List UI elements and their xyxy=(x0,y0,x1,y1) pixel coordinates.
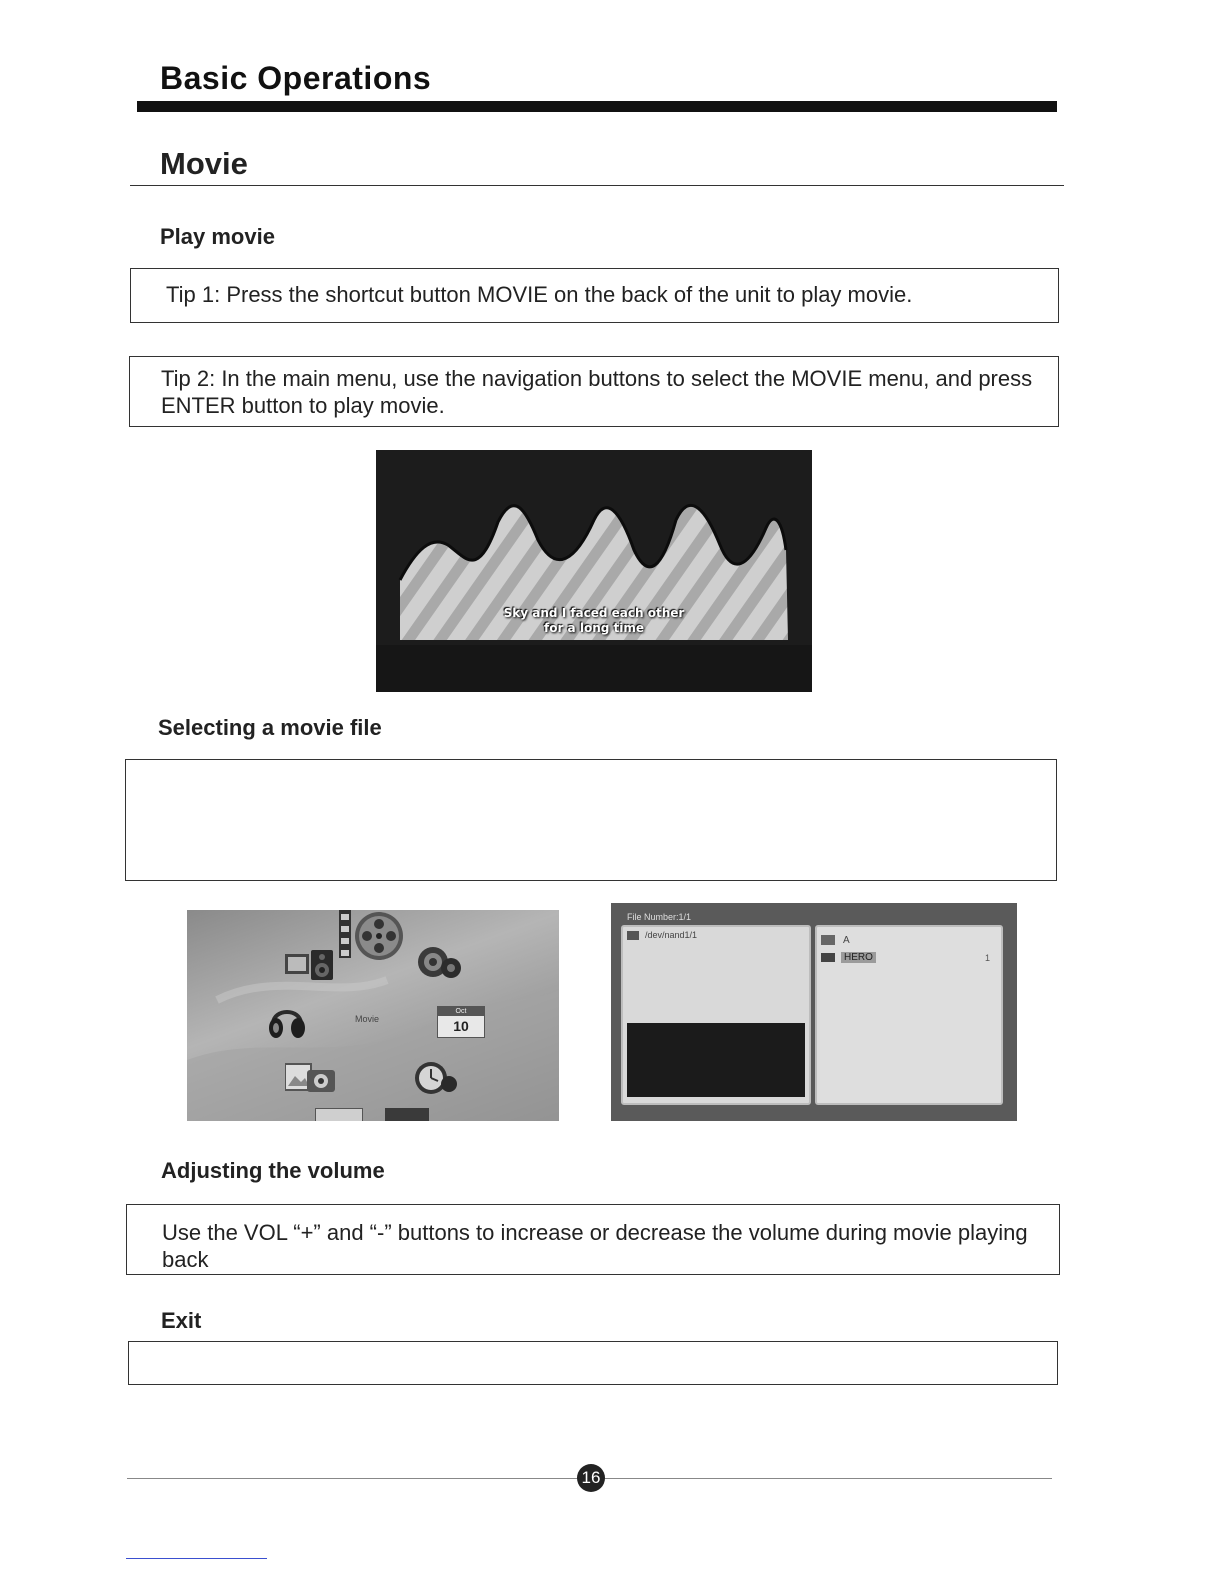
bottom-link-underline xyxy=(126,1558,267,1559)
current-path: /dev/nand1/1 xyxy=(645,930,698,940)
file-list-item-folder[interactable]: A xyxy=(843,935,850,946)
bottom-app-icon-1[interactable] xyxy=(315,1108,363,1121)
movie-playback-screenshot xyxy=(376,450,812,692)
tip1-box xyxy=(130,268,1059,323)
folder-icon xyxy=(821,935,835,945)
usb-drive-icon xyxy=(627,931,639,940)
selecting-movie-box xyxy=(125,759,1057,881)
headphones-icon[interactable] xyxy=(267,1002,307,1040)
page-number: 16 xyxy=(577,1464,605,1492)
volume-text: Use the VOL “+” and “-” buttons to increase or decrease the volume during movie playing back xyxy=(162,1220,1028,1272)
movie-frame-graphic xyxy=(376,450,812,692)
volume-box xyxy=(126,1204,1060,1275)
movie-subtitle xyxy=(376,606,812,636)
file-list-panel xyxy=(815,925,1003,1105)
volume-heading: Adjusting the volume xyxy=(161,1158,385,1183)
subtitle-line-1: Sky and I faced each other xyxy=(503,606,685,620)
tip2-text: Tip 2: In the main menu, use the navigation buttons to select the MOVIE menu, and press ENTER button to play movie. xyxy=(161,366,1033,418)
file-number-label: File Number:1/1 xyxy=(627,912,692,922)
exit-box xyxy=(128,1341,1058,1385)
tip1-text: Tip 1: Press the shortcut button MOVIE on the back of the unit to play movie. xyxy=(166,282,913,307)
calendar-icon[interactable] xyxy=(437,1006,485,1038)
menu-center-label: Movie xyxy=(355,1014,380,1024)
film-reel-icon[interactable] xyxy=(337,910,409,962)
exit-heading: Exit xyxy=(161,1308,202,1333)
preview-window xyxy=(627,1023,805,1097)
subtitle-line-2: for a long time xyxy=(544,621,644,635)
tip2-box xyxy=(129,356,1059,427)
section-divider xyxy=(130,185,1064,186)
calendar-day: 10 xyxy=(453,1018,469,1034)
page-title: Basic Operations xyxy=(160,60,432,96)
calendar-month: Oct xyxy=(438,1007,484,1016)
selecting-movie-heading: Selecting a movie file xyxy=(158,715,382,740)
clock-icon[interactable] xyxy=(409,1060,459,1096)
main-menu-screenshot xyxy=(187,910,559,1121)
file-list-item-selected[interactable]: HERO xyxy=(841,952,876,963)
file-index: 1 xyxy=(985,953,991,963)
file-browser-screenshot xyxy=(611,903,1017,1121)
bottom-app-icon-2[interactable] xyxy=(385,1108,429,1121)
folder-tree-panel xyxy=(621,925,811,1105)
section-title: Movie xyxy=(160,146,248,181)
play-movie-heading: Play movie xyxy=(160,224,275,249)
photo-camera-icon[interactable] xyxy=(285,1060,337,1096)
movie-file-icon xyxy=(821,953,835,962)
speaker-icon[interactable] xyxy=(285,948,337,980)
gear-icon[interactable] xyxy=(413,944,463,980)
title-bar-divider xyxy=(137,101,1057,112)
